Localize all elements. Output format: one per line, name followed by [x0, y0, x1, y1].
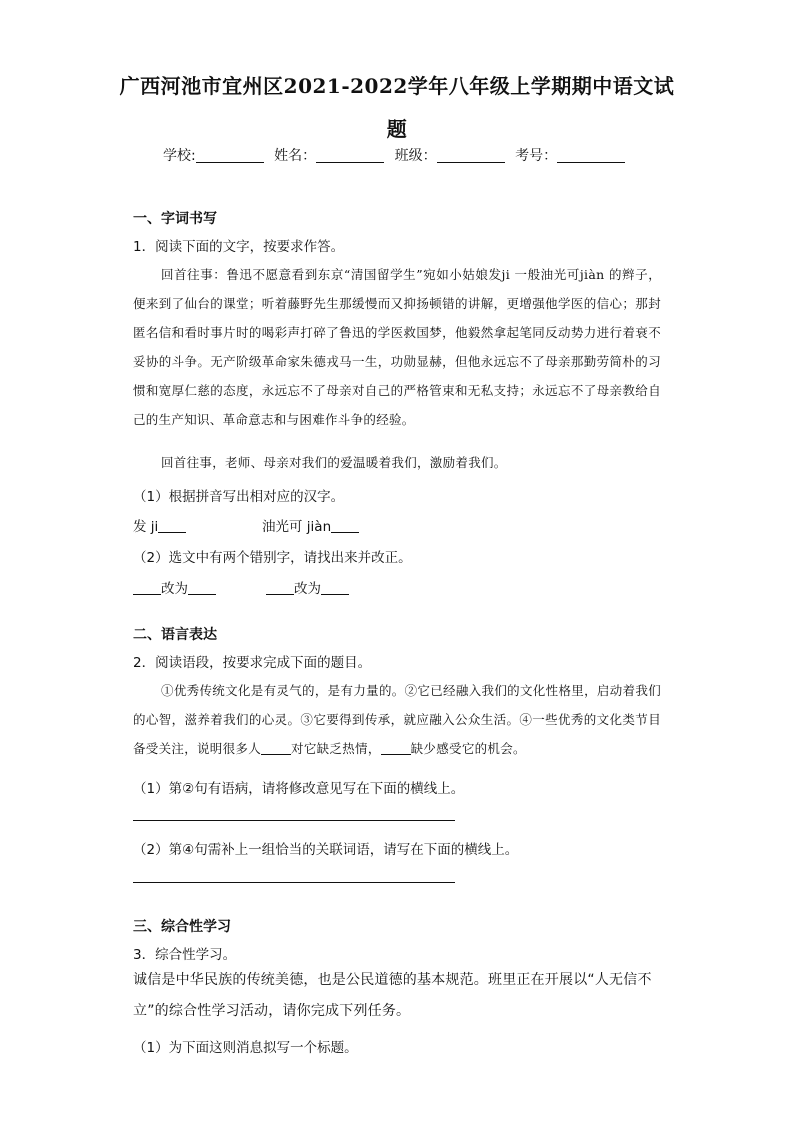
- pinyin-answer-blank-2[interactable]: [331, 518, 359, 533]
- corrected-char-blank-2[interactable]: [321, 580, 349, 595]
- question-1-sub-2: （2）选文中有两个错别字，请找出来并改正。: [133, 550, 412, 566]
- exam-number-blank[interactable]: [557, 147, 625, 163]
- change-to-label-2: 改为: [294, 581, 321, 597]
- section-3-heading: 三、综合性学习: [133, 919, 231, 935]
- pinyin-answer-blank-1[interactable]: [158, 518, 186, 533]
- name-label: 姓名：: [274, 148, 317, 164]
- question-1-passage-paragraph-1: 回首往事：鲁迅不愿意看到东京“清国留学生”宛如小姑娘发ji 一般油光可jiàn 的辫子，便来到了仙台的课堂；听着藤野先生那缓慢而又抑扬顿错的讲解，更增强他学医的信心；那封匿名信和看时事片时的喝彩声打碎了鲁迅的学医救国梦，他毅然拿起笔同反动势力进行着衰不妥协的斗争。无产阶级革命家朱德戎马一生，功勋显赫，但他永远忘不了母亲那勤劳简朴的习惯和宽厚仁慈的态度，永远忘不了母亲对自己的严格管束和无私支持；永远忘不了母亲教给自己的生产知识、革命意志和与困难作斗争的经验。: [133, 267, 661, 427]
- correction-item-2: [266, 577, 349, 597]
- school-label: 学校:: [163, 148, 196, 164]
- answer-line-1[interactable]: [133, 820, 455, 821]
- exam-number-label: 考号：: [515, 148, 558, 164]
- pinyin-item-1-label: 发 ji: [133, 519, 159, 535]
- question-1-sub-1: （1）根据拼音写出相对应的汉字。: [133, 489, 345, 505]
- exam-title-continued: 题: [386, 117, 408, 141]
- corrected-char-blank-1[interactable]: [188, 580, 216, 595]
- class-label: 班级：: [394, 148, 437, 164]
- question-1-passage-paragraph-2: 回首往事，老师、母亲对我们的爱温暖着我们，激励着我们。: [161, 455, 507, 470]
- conjunction-blank-1[interactable]: [261, 740, 291, 755]
- question-2-sub-2: （2）第④句需补上一组恰当的关联词语，请写在下面的横线上。: [133, 842, 519, 858]
- change-to-label-1: 改为: [161, 581, 188, 597]
- question-3-sub-1: （1）为下面这则消息拟写一个标题。: [133, 1040, 358, 1056]
- wrong-char-blank-2[interactable]: [266, 580, 294, 595]
- class-blank[interactable]: [437, 147, 505, 163]
- school-blank[interactable]: [196, 147, 264, 163]
- name-blank[interactable]: [316, 147, 384, 163]
- question-3-paragraph: 诚信是中华民族的传统美德，也是公民道德的基本规范。班里正在开展以“人无信不立”的综合性学习活动，请你完成下列任务。: [133, 972, 652, 1019]
- question-1-prompt: 1．阅读下面的文字，按要求作答。: [133, 239, 345, 255]
- section-1-heading: 一、字词书写: [133, 211, 217, 227]
- question-3-prompt: 3．综合性学习。: [133, 947, 237, 963]
- pinyin-item-2: [262, 515, 359, 535]
- correction-item-1: [133, 577, 216, 597]
- passage-part-3: 缺少感受它的机会。: [410, 741, 526, 756]
- conjunction-blank-2[interactable]: [381, 740, 411, 755]
- pinyin-item-2-label: 油光可 jiàn: [262, 519, 332, 535]
- pinyin-item-1: [133, 515, 186, 535]
- passage-part-2: 对它缺乏热情，: [291, 741, 381, 756]
- student-info-row: [163, 145, 631, 165]
- question-2-prompt: 2．阅读语段，按要求完成下面的题目。: [133, 655, 372, 671]
- exam-title: 广西河池市宜州区2021-2022学年八年级上学期期中语文试: [119, 74, 675, 98]
- answer-line-2[interactable]: [133, 882, 455, 883]
- question-2-passage: [133, 676, 661, 763]
- passage-part-1: ①优秀传统文化是有灵气的，是有力量的。②它已经融入我们的文化性格里，启动着我们的心智，滋养着我们的心灵。③它要得到传承，就应融入公众生活。④一些优秀的文化类节目备受关注，说明很多人: [133, 683, 661, 756]
- wrong-char-blank-1[interactable]: [133, 580, 161, 595]
- section-2-heading: 二、语言表达: [133, 627, 217, 643]
- question-2-sub-1: （1）第②句有语病，请将修改意见写在下面的横线上。: [133, 781, 465, 797]
